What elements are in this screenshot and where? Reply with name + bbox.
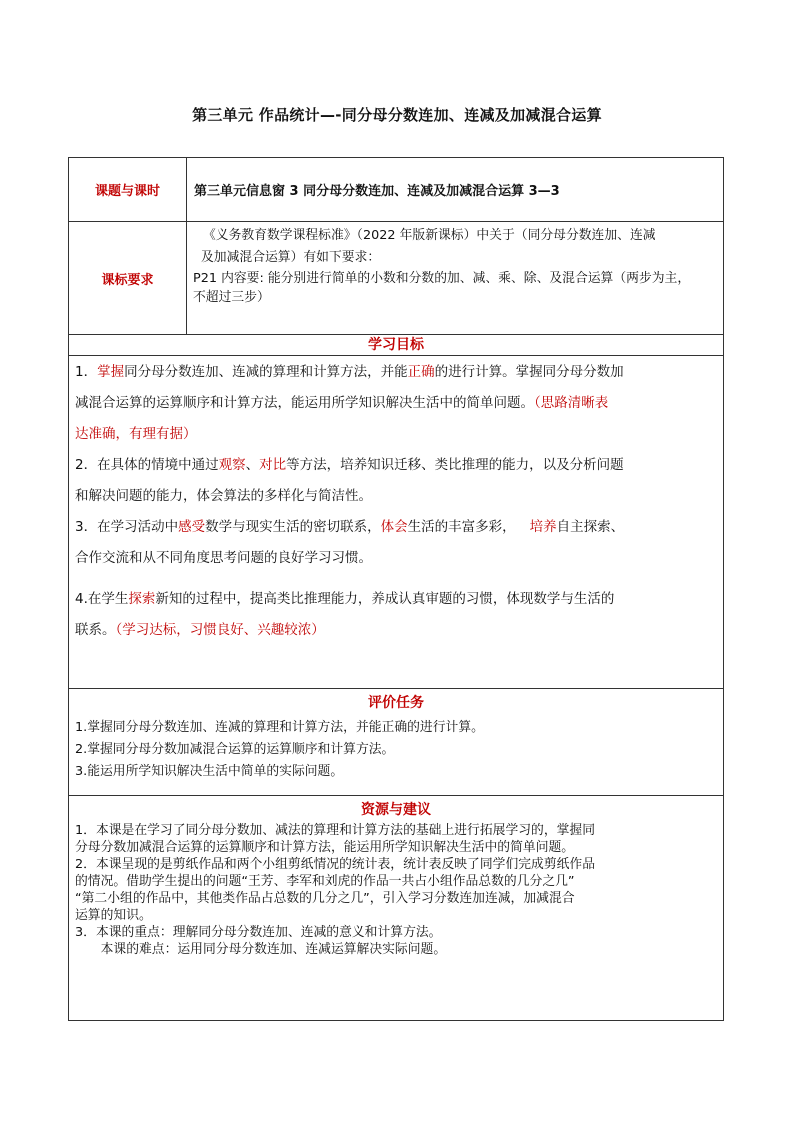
standard-line-2: 及加减混合运算）有如下要求： — [201, 250, 381, 265]
evaluation-item-2: 2.掌握同分母分数加减混合运算的运算顺序和计算方法。 — [75, 742, 395, 757]
resources-line-4: 的情况。借助学生提出的问题“王芳、李军和刘虎的作品一共占小组作品总数的几分之几” — [75, 874, 575, 889]
standard-label: 课标要求 — [69, 222, 187, 334]
objective-2: 2．在具体的情境中通过观察、对比等方法，培养知识迁移、类比推理的能力，以及分析问题 — [75, 457, 624, 473]
resources-heading: 资源与建议 — [361, 802, 431, 818]
objective-4: 4.在学生探索新知的过程中，提高类比推理能力，养成认真审题的习惯，体现数学与生活的 — [75, 591, 615, 607]
resources-line-3: 2．本课呈现的是剪纸作品和两个小组剪纸情况的统计表，统计表反映了同学们完成剪纸作品 — [75, 857, 596, 872]
resources-line-2: 分母分数加减混合运算的运算顺序和计算方法，能运用所学知识解决生活中的简单问题。 — [75, 840, 575, 855]
objectives-heading: 学习目标 — [368, 337, 424, 353]
lesson-plan-table — [68, 157, 724, 1021]
resources-line-8: 本课的难点：运用同分母分数连加、连减运算解决实际问题。 — [75, 942, 447, 957]
resources-line-7: 3．本课的重点：理解同分母分数连加、连减的意义和计算方法。 — [75, 925, 442, 940]
topic-label: 课题与课时 — [69, 158, 187, 221]
page-title: 第三单元 作品统计—-同分母分数连加、连减及加减混合运算 — [192, 106, 602, 124]
standard-line-4: 不超过三步） — [193, 290, 270, 305]
standard-line-1: 《义务教育数学课程标准》（2022 年版新课标）中关于（同分母分数连加、连减 — [203, 228, 656, 243]
objective-3: 3．在学习活动中感受数学与现实生活的密切联系，体会生活的丰富多彩， 培养自主探索、 — [75, 519, 625, 535]
resources-line-5: “第二小组的作品中，其他类作品占总数的几分之几”，引入学习分数连加连减，加减混合 — [75, 891, 575, 906]
resources-line-6: 运算的知识。 — [75, 908, 152, 923]
resources-section — [69, 795, 723, 1022]
evaluation-section — [69, 688, 723, 795]
objective-1: 1．掌握同分母分数连加、连减的算理和计算方法，并能正确的进行计算。掌握同分母分数加 — [75, 364, 624, 380]
topic-value: 第三单元信息窗 3 同分母分数连加、连减及加减混合运算 3—3 — [194, 184, 560, 199]
objectives-body: 1．掌握同分母分数连加、连减的算理和计算方法，并能正确的进行计算。掌握同分母分数加 减混合运算的运算顺序和计算方法，能运用所学知识解决生活中的简单问题。（思路清晰表 达准确，有理有据） 2．在具体的情境中通过观察、对比等方法，培养知识迁移、类比推理的能力，以及分析问题 和解决问题的能力，体会算法的多样化与简洁性。 3．在学习活动中感受数学与现实生活的密切联系，体会生活的丰富多彩， 培养自主探索、 合作交流和从不同角度思考问题的良好学习习惯。 4.在学生探索新知的过程中，提高类比推理能力，养成认真审题的习惯，体现数学与生活的 联系。（学习达标，习惯良好、兴趣较浓） — [69, 355, 723, 688]
standard-cell — [187, 222, 723, 334]
topic-value-cell — [187, 158, 723, 221]
evaluation-heading: 评价任务 — [368, 695, 424, 711]
standard-line-3: P21 内容要: 能分别进行简单的小数和分数的加、减、乘、除、及混合运算（两步为主， — [193, 271, 691, 286]
evaluation-item-1: 1.掌握同分母分数连加、连减的算理和计算方法，并能正确的进行计算。 — [75, 720, 484, 735]
topic-row — [69, 158, 723, 221]
objectives-header-row — [69, 334, 723, 355]
standard-row — [69, 221, 723, 334]
resources-line-1: 1．本课是在学习了同分母分数加、减法的算理和计算方法的基础上进行拓展学习的，掌握同 — [75, 823, 596, 838]
evaluation-item-3: 3.能运用所学知识解决生活中简单的实际问题。 — [75, 764, 344, 779]
